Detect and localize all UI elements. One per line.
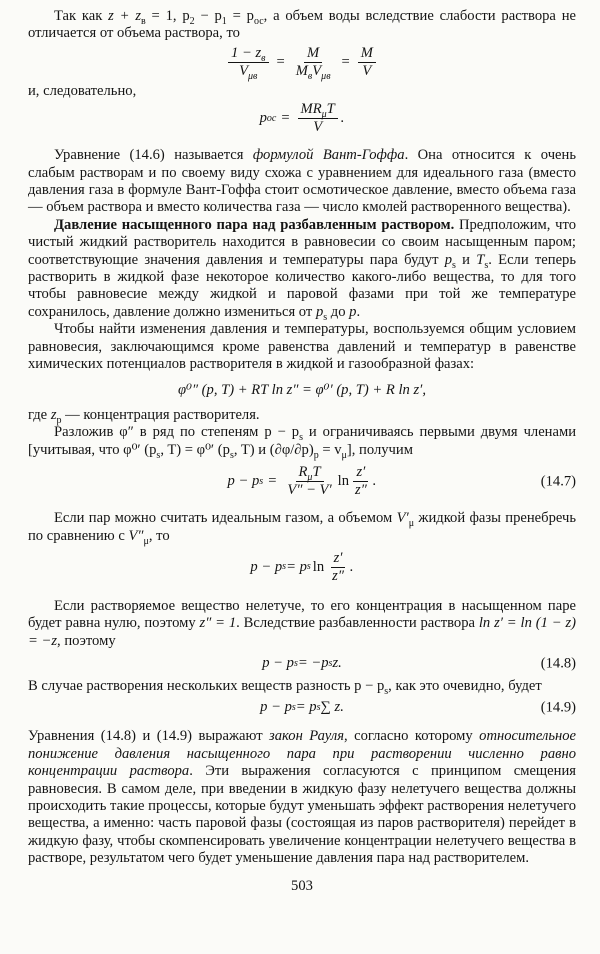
paragraph-nonvolatile: Если растворяемое вещество нелетуче, то его концентрация в насыщенном паре будет равна нулю, поэтому z″ = 1. Вследствие разбавленности раствора ln z′ = ln (1 − z) = −z, поэтому (28, 597, 577, 649)
page-number: 503 (291, 877, 313, 894)
paragraph-intro: Так как $z + z_в = 1$, $p_2 - p_1 = p_{ос}$, а объем воды вследствие слабости раствора не отличается от объема раствора, то (28, 8, 577, 42)
equation-number-14-8: (14.8) (540, 655, 576, 672)
paragraph-expansion: Разложив φ″ в ряд по степеням $p - p_s$ и ограничиваясь первыми двумя членами [учитывая, что φ⁰′ ($p_s$, T) = φ⁰′ ($p_s$, T) и $(\partial\varphi/\partial p)_p = v_\mu$], получим (28, 424, 577, 461)
paragraph-raoult-law: Уравнения (14.8) и (14.9) выражают закон Рауля, согласно которому относительное понижение давления насыщенного пара при растворении численно равно концентрации раствора. Эти выражения согласуются с принципом смещения равновесия. В самом деле, при введении в жидкую фазу нелетучего вещества должны происходить такие процессы, которые будут уменьшать эффект растворения нелетучего вещества, а именно: часть паровой фазы (состоящая из паров растворителя) перейдет в жидкую фазу, чтобы скомпенсировать увеличение концентрации нелетучего вещества в растворе, результатом чего будет уменьшение давления пара над растворителем. (28, 728, 576, 867)
formula-14-9: p − p s = p s ∑ z. (14.9) (260, 698, 576, 715)
formula-chemical-potential: φ⁰″ (p, T) + RT ln z″ = φ⁰′ (p, T) + R ln z′, (178, 381, 426, 398)
paragraph-vant-hoff: Уравнение (14.6) называется формулой Вант-Гоффа. Она относится к очень слабым растворам и по своему виду схожа с уравнением для идеального газа (вместо давления газа в формуле Вант-Гоффа стоит осмотическое давление, вместо объема газа — объем раствора и вместо количества газа — число кмолей растворенного вещества). (28, 147, 576, 216)
formula-14-7: p − p s = $\frac{R_\mu T}{V'' - V'}$ ln $\frac{z'}{z''}$ . (14.7) (227, 464, 576, 499)
page (28, 8, 576, 946)
paragraph-several-substances: В случае растворения нескольких веществ разность $p - p_s$, как это очевидно, будет (28, 677, 542, 697)
paragraph-equilibrium: Чтобы найти изменения давления и температуры, воспользуемся общим условием равновесия, заключающимся кроме равенства давлений и температур в равенстве химических потенциалов растворителя в жидкой и газообразной фазах: (28, 321, 576, 373)
text-and-therefore: и, следовательно, (28, 82, 137, 99)
formula-concentration: $\frac{1 - z_в}{V_{\mu в}}$ = $\frac{M}{M_вV_{\mu в}}$ = $\frac{M}{V}$ (28, 46, 576, 79)
text-where-concentration: где $z_p$ — концентрация растворителя. (28, 406, 260, 426)
equation-number-14-7: (14.7) (540, 472, 576, 489)
equation-number-14-9: (14.9) (540, 698, 576, 715)
paragraph-vapor-pressure: Давление насыщенного пара над разбавленным раствором. Предположим, что чистый жидкий растворитель находится в равновесии со своим насыщенным паром; соответствующие значения давления и температуры пара будут $p_s$ и $T_s$. Если теперь растворить в жидкой фазе некоторое количество какого-либо вещества, то для того чтобы равновесие между жидкой и паровой фазами при той же температуре сохранилось, давление должно измениться от $p_s$ до p. (28, 216, 576, 323)
formula-14-8: p − p s = −p s z. (14.8) (262, 655, 576, 672)
formula-ideal-gas: p − p s = p s ln $\frac{z'}{z''}$ . (250, 549, 354, 584)
paragraph-ideal-gas: Если пар можно считать идеальным газом, а объемом $V'_\mu$ жидкой фазы пренебречь по сравнению с $V''_\mu$, то (28, 510, 576, 547)
formula-osmotic-pressure: p ос = $\frac{MR_\mu T}{V}$ . (259, 101, 345, 136)
